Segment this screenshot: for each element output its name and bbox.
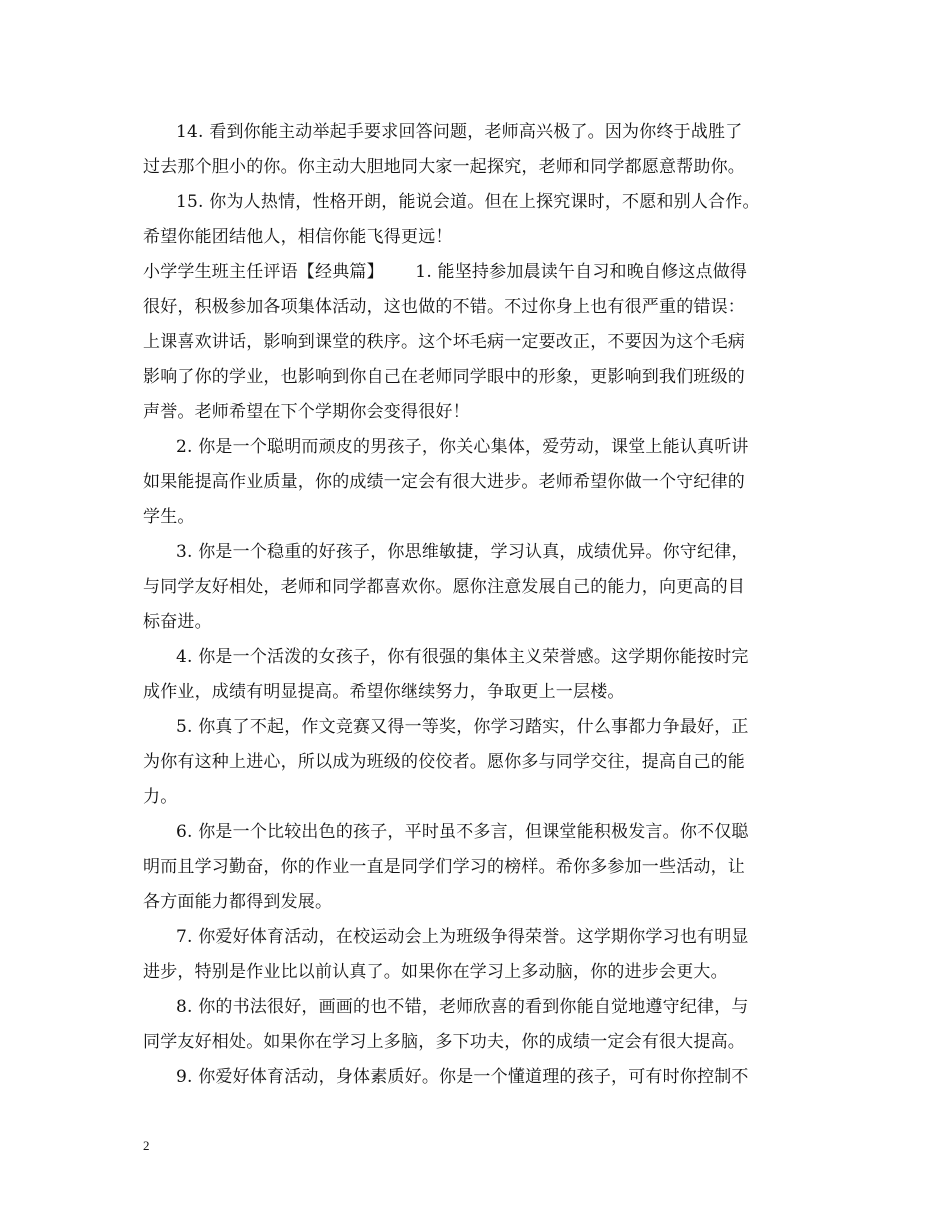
text-line: 影响了你的学业，也影响到你自己在老师同学眼中的形象，更影响到我们班级的	[143, 367, 745, 387]
text-line: 上课喜欢讲话，影响到课堂的秩序。这个坏毛病一定要改正，不要因为这个毛病	[143, 332, 745, 352]
text-line: 进步，特别是作业比以前认真了。如果你在学习上多动脑，你的进步会更大。	[143, 962, 728, 982]
text-line: 为你有这种上进心，所以成为班级的佼佼者。愿你多与同学交往，提高自己的能	[143, 752, 745, 772]
page-number: 2	[143, 1138, 150, 1153]
text-line: 力。	[143, 787, 178, 807]
text-line: 2. 你是一个聪明而顽皮的男孩子，你关心集体，爱劳动，课堂上能认真听讲	[176, 437, 749, 457]
text-line: 同学友好相处。如果你在学习上多脑，多下功夫，你的成绩一定会有很大提高。	[143, 1032, 745, 1052]
text-line: 如果能提高作业质量，你的成绩一定会有很大进步。老师希望你做一个守纪律的	[143, 472, 745, 492]
text-line: 7. 你爱好体育活动，在校运动会上为班级争得荣誉。这学期你学习也有明显	[176, 927, 749, 947]
text-line: 成作业，成绩有明显提高。希望你继续努力，争取更上一层楼。	[143, 682, 625, 702]
text-line: 5. 你真了不起，作文竞赛又得一等奖，你学习踏实，什么事都力争最好，正	[176, 717, 749, 737]
text-line: 各方面能力都得到发展。	[143, 892, 333, 912]
text-line: 声誉。老师希望在下个学期你会变得很好！	[143, 402, 470, 422]
text-line: 15. 你为人热情，性格开朗，能说会道。但在上探究课时，不愿和别人合作。	[176, 192, 760, 212]
text-line: 4. 你是一个活泼的女孩子，你有很强的集体主义荣誉感。这学期你能按时完	[176, 647, 749, 667]
text-line: 希望你能团结他人，相信你能飞得更远！	[143, 227, 453, 247]
text-line: 3. 你是一个稳重的好孩子，你思维敏捷，学习认真，成绩优异。你守纪律，	[176, 542, 749, 562]
text-line: 很好，积极参加各项集体活动，这也做的不错。不过你身上也有很严重的错误：	[143, 297, 745, 317]
text-line: 6. 你是一个比较出色的孩子，平时虽不多言，但课堂能积极发言。你不仅聪	[176, 822, 749, 842]
text-line: 8. 你的书法很好，画画的也不错，老师欣喜的看到你能自觉地遵守纪律，与	[176, 997, 749, 1017]
text-line: 与同学友好相处，老师和同学都喜欢你。愿你注意发展自己的能力，向更高的目	[143, 577, 745, 597]
text-line: 过去那个胆小的你。你主动大胆地同大家一起探究，老师和同学都愿意帮助你。	[143, 157, 745, 177]
text-line: 标奋进。	[143, 612, 212, 632]
text-line: 14. 看到你能主动举起手要求回答问题，老师高兴极了。因为你终于战胜了	[176, 122, 743, 142]
text-line: 学生。	[143, 507, 195, 527]
text-line: 明而且学习勤奋，你的作业一直是同学们学习的榜样。希你多参加一些活动，让	[143, 857, 745, 877]
text-line: 小学学生班主任评语【经典篇】 1. 能坚持参加晨读午自习和晚自修这点做得	[143, 262, 748, 282]
text-line: 9. 你爱好体育活动，身体素质好。你是一个懂道理的孩子，可有时你控制不	[176, 1067, 749, 1087]
